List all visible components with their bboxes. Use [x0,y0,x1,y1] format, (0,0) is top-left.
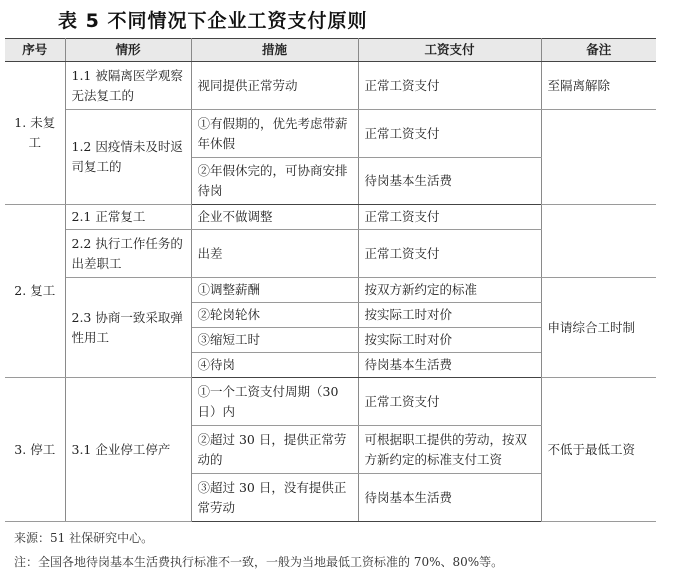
table-title: 表 5 不同情况下企业工资支付原则 [58,10,368,32]
wage-policy-table [5,38,656,522]
table-row [5,62,656,110]
header-remark: 备注 [541,39,656,62]
table-row [5,110,656,158]
remark-cell: 申请综合工时制 [541,278,656,378]
header-measure: 措施 [191,39,358,62]
measure-cell: ③超过 30 日，没有提供正常劳动 [191,474,358,522]
measure-cell: 视同提供正常劳动 [191,62,358,110]
wage-cell: 待岗基本生活费 [358,353,541,378]
situation-cell: 1.1 被隔离医学观察无法复工的 [65,62,191,110]
measure-cell: ①有假期的，优先考虑带薪年休假 [191,110,358,158]
table-row [5,278,656,303]
table-row [5,378,656,426]
wage-cell: 待岗基本生活费 [358,158,541,205]
situation-cell: 1.2 因疫情未及时返司复工的 [65,110,191,205]
remark-cell [541,205,656,278]
measure-cell: ③缩短工时 [191,328,358,353]
situation-cell: 2.1 正常复工 [65,205,191,230]
header-seq: 序号 [5,39,65,62]
wage-cell: 按实际工时对价 [358,328,541,353]
measure-cell: 企业不做调整 [191,205,358,230]
wage-cell: 可根据职工提供的劳动，按双方新约定的标准支付工资 [358,426,541,474]
remark-cell [541,110,656,205]
source-note: 来源：51 社保研究中心。 [14,531,154,545]
measure-cell: 出差 [191,230,358,278]
situation-cell: 2.2 执行工作任务的出差职工 [65,230,191,278]
wage-cell: 正常工资支付 [358,205,541,230]
measure-cell: ②年假休完的，可协商安排待岗 [191,158,358,205]
seq-cell: 3. 停工 [5,378,65,522]
wage-cell: 正常工资支付 [358,230,541,278]
wage-cell: 正常工资支付 [358,378,541,426]
wage-cell: 正常工资支付 [358,62,541,110]
remark-cell: 至隔离解除 [541,62,656,110]
wage-cell: 按双方新约定的标准 [358,278,541,303]
table-row [5,205,656,230]
wage-cell: 待岗基本生活费 [358,474,541,522]
seq-cell: 2. 复工 [5,205,65,378]
measure-cell: ②超过 30 日，提供正常劳动的 [191,426,358,474]
situation-cell: 2.3 协商一致采取弹性用工 [65,278,191,378]
measure-cell: ①调整薪酬 [191,278,358,303]
footnote: 注：全国各地待岗基本生活费执行标准不一致，一般为当地最低工资标准的 70%、80%等。 [14,555,504,569]
remark-cell: 不低于最低工资 [541,378,656,522]
measure-cell: ①一个工资支付周期（30日）内 [191,378,358,426]
wage-cell: 按实际工时对价 [358,303,541,328]
header-row [5,39,656,62]
header-wage: 工资支付 [358,39,541,62]
situation-cell: 3.1 企业停工停产 [65,378,191,522]
seq-cell: 1. 未复工 [5,62,65,205]
wage-cell: 正常工资支付 [358,110,541,158]
measure-cell: ④待岗 [191,353,358,378]
measure-cell: ②轮岗轮休 [191,303,358,328]
header-situation: 情形 [65,39,191,62]
